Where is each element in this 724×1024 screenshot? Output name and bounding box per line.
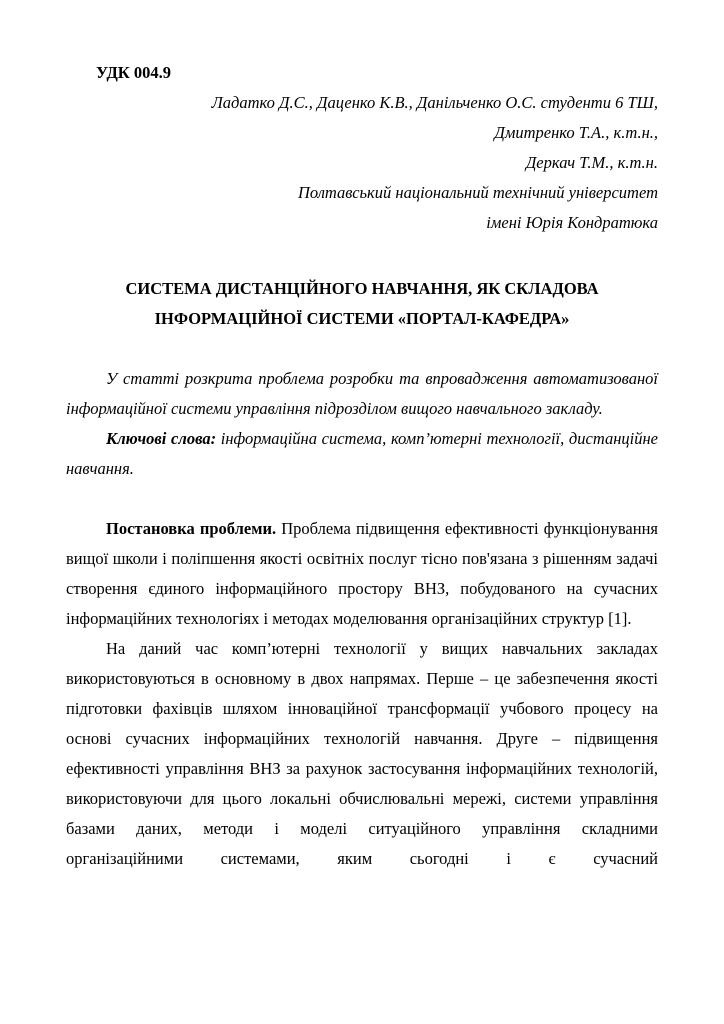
affiliation-line: Полтавський національний технічний університет <box>297 183 658 202</box>
author-line: Ладатко Д.С., Даценко К.В., Данільченко О.С. студенти 6 ТШ, <box>211 93 658 112</box>
paragraph-text: На даний час комп’ютерні технології у вищих навчальних закладах використовуються в основному в двох напрямах. Перше – це забезпечення якості підготовки фахівців шляхом інноваційної трансформації учбового процесу на основі сучасних інформаційних технологій навчання. Друге – підвищення ефективності управління ВНЗ за рахунок застосування інформаційних технологій, використовуючи для цього локальні обчислювальні мережі, системи управління базами даних, методи і моделі ситуаційного управління складними організаційними системами, яким сьогодні і є сучасний <box>66 639 658 868</box>
keywords-label: Ключові слова: <box>106 429 217 448</box>
affiliation-line: імені Юрія Кондратюка <box>486 213 658 232</box>
author-line: Деркач Т.М., к.т.н. <box>525 153 658 172</box>
keywords-list: інформаційна система, комп’ютерні технології, дистанційне навчання. <box>66 429 658 478</box>
paragraph-lead-in: Постановка проблеми. <box>106 519 277 538</box>
page-title-line: СИСТЕМА ДИСТАНЦІЙНОГО НАВЧАННЯ, ЯК СКЛАДОВА <box>125 279 599 298</box>
document-content <box>66 58 658 874</box>
page-title <box>66 274 658 334</box>
paragraph-text: Проблема підвищення ефективності функціонування вищої школи і поліпшення якості освітніх послуг тісно пов'язана з рішенням задачі створення єдиного інформаційного простору ВНЗ, побудованого на сучасних інформаційних технологіях і методах моделювання організаційних структур [1]. <box>66 519 658 628</box>
body-paragraph <box>66 634 658 874</box>
author-line: Дмитренко Т.А., к.т.н., <box>494 123 658 142</box>
author-affiliation-block <box>66 88 658 238</box>
page-title-line: ІНФОРМАЦІЙНОЇ СИСТЕМИ «ПОРТАЛ-КАФЕДРА» <box>154 309 570 328</box>
body-paragraph <box>66 514 658 634</box>
udk-classification-code: УДК 004.9 <box>96 63 172 82</box>
keywords-paragraph <box>66 424 658 484</box>
abstract-paragraph: У статті розкрита проблема розробки та впровадження автоматизованої інформаційної системи управління підрозділом вищого навчального закладу. <box>66 369 658 418</box>
